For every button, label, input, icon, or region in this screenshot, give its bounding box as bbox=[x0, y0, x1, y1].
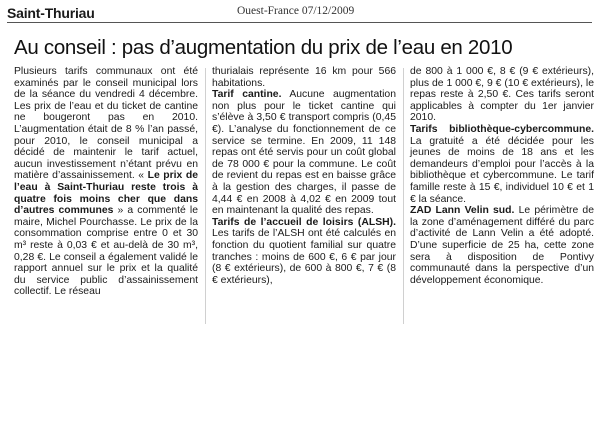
alsh-heading: Tarifs de l’accueil de loisirs (ALSH). bbox=[212, 216, 396, 228]
zad-text: Le périmètre de la zone d’aménagement différé du parc d’activité de Lann Velin a été adopté. D’une superficie de 25 ha, cette zone sera à disposition de Pontivy communauté dans la perspective d’un développement économique. bbox=[410, 205, 594, 286]
intro-text: Plusieurs tarifs communaux ont été examinés par le conseil municipal lors de la séance du vendredi 4 décembre. Les prix de l’eau et du ticket de cantine ne bougeront pas en 2010. L’augmentation était de 8 % l’an passé, pour 2010, le conseil municipal a décidé de maintenir le tarif actuel, aucun investissement n’étant prévu en matière d’assainissement. « bbox=[14, 66, 198, 182]
column-divider bbox=[205, 68, 206, 324]
intro-text-continued: » a commenté le maire, Michel Pourchasse. Le prix de la consommation comprise entre 0 et 30 m³ reste à 0,03 € et au-delà de 30 m³, 0,28 €. Le conseil a également validé le rapport annuel sur le prix et la qualité du service public d’assainissement collectif. Le réseau bbox=[14, 205, 198, 298]
zad-heading: ZAD Lann Velin sud. bbox=[410, 205, 515, 217]
paragraph-zad bbox=[410, 205, 594, 286]
paragraph-alsh-continued: de 800 à 1 000 €, 8 € (9 € extérieurs), plus de 1 000 €, 9 € (10 € extérieurs), le repas reste à 2,50 €. Ces tarifs seront applicables à compter du 1er janvier 2010. bbox=[410, 66, 594, 124]
column-2 bbox=[212, 66, 396, 286]
header-rule bbox=[7, 22, 592, 23]
column-divider bbox=[403, 68, 404, 324]
bibliotheque-text: La gratuité a été décidée pour les jeunes de moins de 18 ans et les demandeurs d’emploi pour l’accès à la bibliothèque et cybercommune. Le tarif famille reste à 15 €, individuel 10 € et 1 € la séance. bbox=[410, 135, 594, 205]
section-title: Saint-Thuriau bbox=[7, 5, 95, 21]
column-3 bbox=[410, 66, 594, 286]
paragraph-intro bbox=[14, 66, 198, 298]
headline: Au conseil : pas d’augmentation du prix de l’eau en 2010 bbox=[14, 36, 513, 59]
article-header bbox=[7, 3, 592, 23]
source-date: Ouest-France 07/12/2009 bbox=[237, 5, 355, 17]
cantine-heading: Tarif cantine. bbox=[212, 89, 282, 101]
alsh-text: Les tarifs de l’ALSH ont été calculés en fonction du quotient familial sur quatre tranches : moins de 600 €, 6 € par jour (8 € extérieurs), de 600 à 800 €, 7 € (8 € extérieurs), bbox=[212, 228, 396, 286]
paragraph-bibliotheque bbox=[410, 124, 594, 205]
mayor-quote: Le prix de l’eau à Saint-Thuriau reste trois à quatre fois moins cher que dans d’autres communes bbox=[14, 170, 198, 217]
cantine-text: Aucune augmentation non plus pour le ticket cantine qui s’élève à 3,50 € transport compris (0,45 €). L’analyse du fonctionnement de ce service se termine. En 2009, 11 148 repas ont été servis pour un coût global de 78 000 € pour la commune. Le coût de revient du repas est en baisse grâce à la gestion des charges, il passe de 4,44 € en 2008 à 4,02 € en 2009 tout en maintenant la qualité des repas. bbox=[212, 89, 396, 217]
column-1 bbox=[14, 66, 198, 298]
bibliotheque-heading: Tarifs bibliothèque-cybercommune. bbox=[410, 123, 594, 135]
article-body bbox=[14, 66, 594, 328]
paragraph-cantine bbox=[212, 89, 396, 217]
paragraph-network: thurialais représente 16 km pour 566 habitations. bbox=[212, 66, 396, 89]
paragraph-alsh bbox=[212, 217, 396, 287]
